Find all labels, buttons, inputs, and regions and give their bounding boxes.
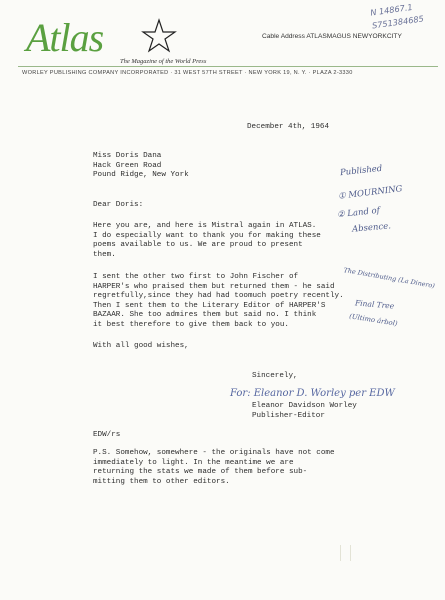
margin-note: ② Land of	[336, 205, 381, 221]
recipient-line: Miss Doris Dana	[93, 152, 162, 160]
ps-line: immediately to light. In the meantime we are	[93, 458, 294, 467]
body-line: Then I sent them to the Literary Editor of HARPER'S	[93, 301, 326, 310]
body-paragraph	[93, 222, 321, 260]
body-line: BAZAAR. She too admires them but said no. I think	[93, 311, 317, 320]
cable-address: Cable Address ATLASMAGUS NEWYORKCITY	[262, 33, 402, 40]
body-line: I do especially want to thank you for making these	[93, 231, 321, 240]
salutation: Dear Doris:	[93, 201, 144, 209]
body-paragraph	[93, 342, 189, 352]
signer-title: Publisher-Editor	[252, 411, 325, 420]
body-line: I sent the other two first to John Fischer of	[93, 273, 299, 281]
tagline: The Magazine of the World Press	[120, 58, 207, 65]
recipient-address	[93, 152, 189, 181]
handwritten-signature: For: Eleanor D. Worley per EDW	[230, 388, 395, 399]
archive-marks	[369, 0, 424, 32]
signer-block	[252, 402, 357, 421]
body-line: With all good wishes,	[93, 342, 189, 350]
star-icon	[141, 18, 177, 54]
body-line: it best therefore to give them back to you.	[93, 320, 289, 329]
body-line: regretfully,since they had had toomuch poetry recently.	[93, 292, 344, 301]
margin-note: Final Tree	[354, 298, 395, 311]
archive-mark: S751384685	[371, 13, 425, 31]
recipient-line: Pound Ridge, New York	[93, 171, 189, 180]
typist-initials: EDW/rs	[93, 431, 121, 439]
body-line: them.	[93, 250, 116, 259]
body-paragraph	[93, 273, 344, 331]
signer-name: Eleanor Davidson Worley	[252, 402, 357, 410]
archive-mark: N 14867.1	[369, 1, 414, 18]
ps-line: mitting them to other editors.	[93, 477, 230, 486]
body-line: poems available to us. We are proud to present	[93, 241, 303, 250]
letterhead-rule	[18, 66, 438, 67]
closing: Sincerely,	[252, 372, 298, 380]
letter-date: December 4th, 1964	[247, 123, 330, 131]
margin-note: ① MOURNING	[337, 184, 403, 202]
ps-line: P.S. Somehow, somewhere - the originals have not come	[93, 449, 335, 457]
company-address: WORLEY PUBLISHING COMPANY INCORPORATED · 31 WEST 57TH STREET · NEW YORK 19, N. Y. · PLAZA 2-3330	[22, 70, 353, 76]
atlas-logo: Atlas	[26, 15, 104, 60]
body-line: Here you are, and here is Mistral again in ATLAS.	[93, 222, 317, 230]
body-line: HARPER's who praised them but returned them - he said	[93, 282, 335, 291]
margin-note: Absence.	[351, 221, 392, 235]
postscript	[93, 449, 335, 487]
recipient-line: Hack Green Road	[93, 161, 162, 170]
ps-line: returning the stats we made of them before sub-	[93, 468, 308, 477]
scan-mark	[340, 545, 351, 561]
margin-note: (Ultimo árbol)	[348, 312, 399, 328]
margin-note: The Distributing (La Dinero)	[343, 266, 436, 290]
margin-note: Published	[339, 163, 383, 179]
